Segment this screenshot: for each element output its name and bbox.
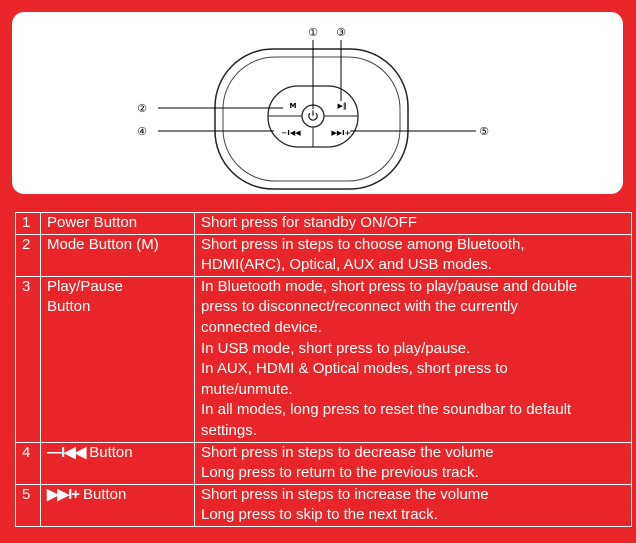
- description-line: Short press for standby ON/OFF: [201, 214, 417, 231]
- description-line: connected device.: [201, 318, 322, 336]
- description-line: press to disconnect/reconnect with the currently: [201, 298, 518, 316]
- remote-diagram-svg: [12, 12, 623, 194]
- description-line: In USB mode, short press to play/pause.: [201, 339, 471, 357]
- button-name-text: Button: [83, 485, 127, 503]
- description-line: Short press in steps to choose among Bluetooth,: [201, 235, 525, 253]
- button-name-line: [47, 485, 194, 506]
- callout-5: ⑤: [479, 125, 489, 138]
- button-name: [41, 234, 195, 276]
- button-name: [41, 276, 195, 442]
- button-description: [195, 213, 632, 235]
- row-number: 3: [16, 276, 41, 442]
- description-line: Long press to skip to the next track.: [201, 506, 438, 524]
- button-name: [41, 213, 195, 235]
- remote-diagram: [12, 12, 623, 194]
- row-number: 4: [16, 442, 41, 484]
- button-description: [195, 276, 632, 442]
- callout-3: ③: [336, 26, 346, 39]
- button-name-text: Button: [89, 443, 133, 461]
- description-line: HDMI(ARC), Optical, AUX and USB modes.: [201, 256, 492, 274]
- description-line: In AUX, HDMI & Optical modes, short press to: [201, 360, 508, 378]
- button-function-table: [15, 212, 632, 527]
- description-line: Short press in steps to increase the volume: [201, 485, 489, 503]
- row-number: 1: [16, 213, 41, 235]
- mode-button-label: M: [289, 102, 297, 110]
- callout-2: ②: [137, 102, 147, 115]
- description-line: Long press to return to the previous track.: [201, 464, 479, 482]
- row-number: 5: [16, 484, 41, 526]
- button-name-line: Button: [47, 298, 91, 316]
- table-row: [16, 234, 632, 276]
- description-line: Short press in steps to decrease the volume: [201, 443, 494, 461]
- description-line: In all modes, long press to reset the soundbar to default: [201, 401, 572, 419]
- play-pause-button-label: ▶‖: [337, 102, 347, 110]
- callout-4: ④: [137, 125, 147, 138]
- table-row: [16, 484, 632, 526]
- description-line: In Bluetooth mode, short press to play/pause and double: [201, 277, 578, 295]
- row-number: 2: [16, 234, 41, 276]
- button-description: [195, 234, 632, 276]
- button-description: [195, 484, 632, 526]
- volume-down-prev-icon: —I◀◀: [47, 443, 86, 461]
- table-row: [16, 213, 632, 235]
- button-name-line: [47, 443, 194, 464]
- next-button-label: ▶▶I+: [331, 129, 351, 137]
- button-name-line: Play/Pause: [47, 277, 123, 295]
- button-name-line: Mode Button (M): [47, 235, 159, 253]
- button-name: [41, 442, 195, 484]
- prev-button-label: −I◀◀: [281, 129, 301, 137]
- button-name-line: Power Button: [47, 214, 138, 231]
- button-description: [195, 442, 632, 484]
- table-row: [16, 442, 632, 484]
- description-line: settings.: [201, 421, 257, 439]
- button-name: [41, 484, 195, 526]
- description-line: mute/unmute.: [201, 380, 293, 398]
- table-row: [16, 276, 632, 442]
- volume-up-next-icon: ▶▶I+: [47, 485, 79, 503]
- callout-1: ①: [308, 26, 318, 39]
